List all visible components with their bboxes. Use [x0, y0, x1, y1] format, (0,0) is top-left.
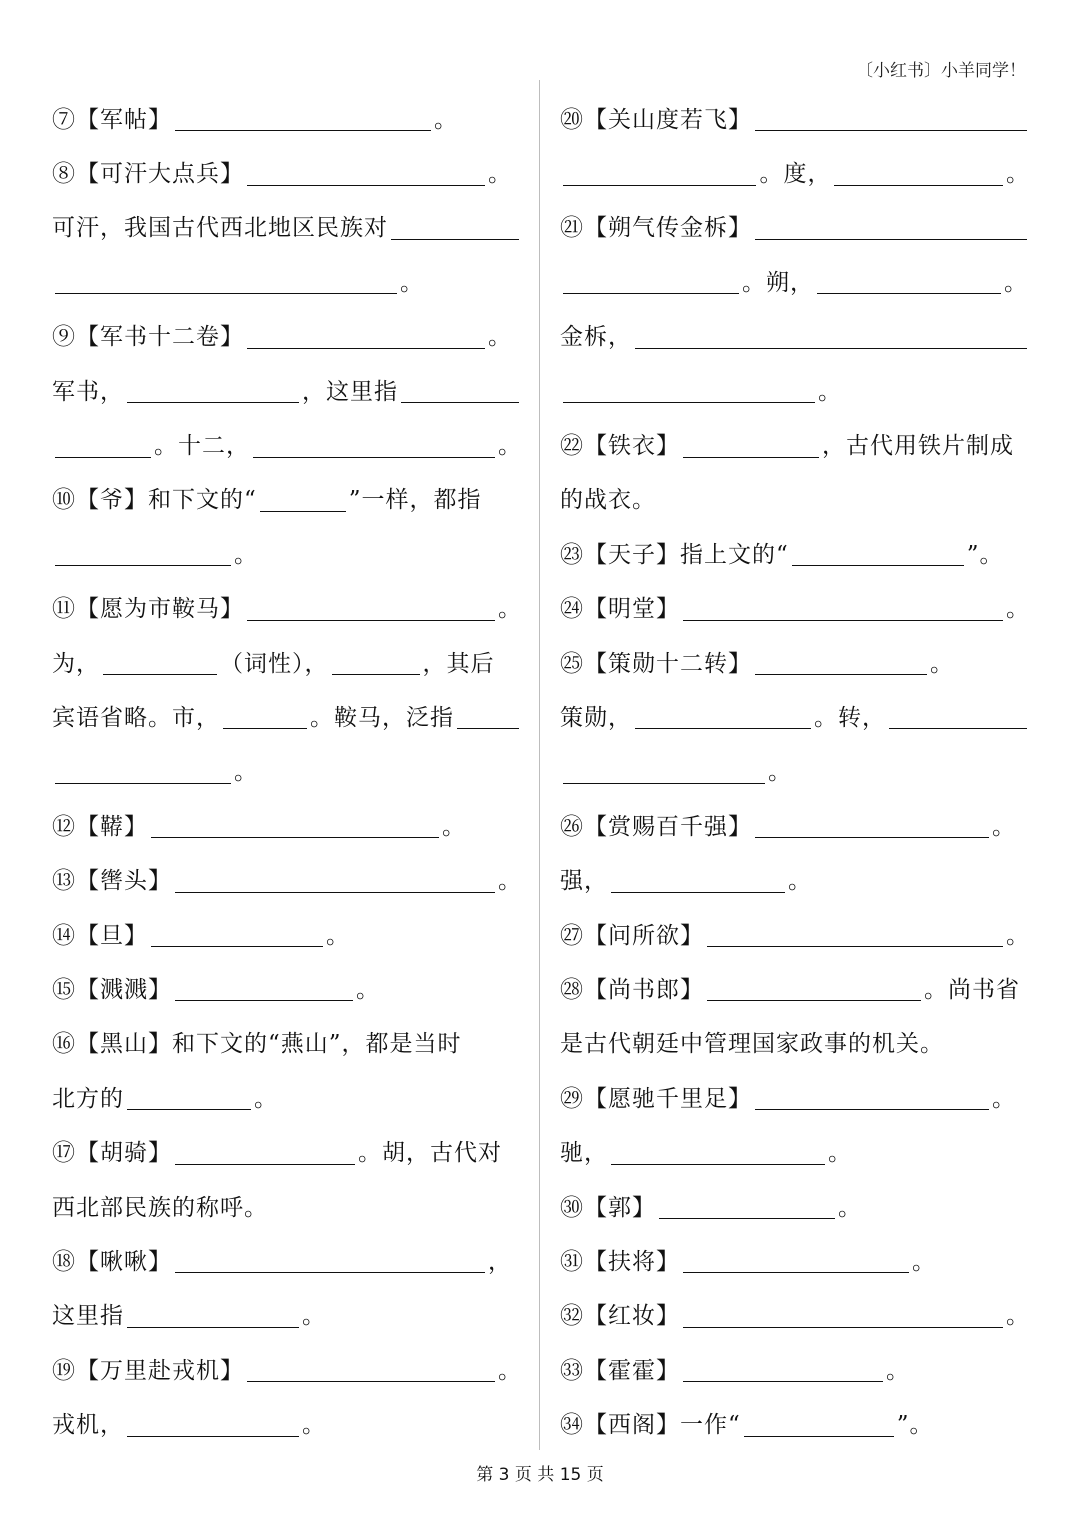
exercise-line [560, 1123, 1030, 1177]
exercise-text: 。 [498, 1357, 522, 1384]
exercise-line [560, 580, 1030, 634]
exercise-line [52, 416, 522, 470]
answer-blank[interactable] [127, 1082, 251, 1110]
exercise-line [560, 851, 1030, 905]
exercise-line [560, 416, 1030, 470]
exercise-text: ⑯【黑山】和下文的“燕山”，都是当时 [52, 1031, 462, 1058]
answer-blank[interactable] [755, 103, 1027, 131]
exercise-text: 。十二， [154, 433, 251, 460]
exercise-text: 。 [912, 1248, 936, 1275]
exercise-line [52, 1178, 522, 1232]
exercise-text: ”。 [966, 541, 1004, 568]
exercise-text: ⑩【爷】和下文的“ [52, 487, 257, 514]
exercise-line [560, 90, 1030, 144]
right-column [560, 90, 1030, 1450]
exercise-text: 。朔， [742, 269, 814, 296]
exercise-text: ㉘【尚书郎】 [560, 976, 704, 1003]
exercise-line [560, 743, 1030, 797]
answer-blank[interactable] [563, 375, 815, 403]
exercise-text: 军书， [52, 378, 124, 405]
exercise-text: 为， [52, 650, 100, 677]
answer-blank[interactable] [635, 321, 1027, 349]
exercise-line [52, 634, 522, 688]
exercise-text: ⑦【军帖】 [52, 106, 172, 133]
answer-blank[interactable] [755, 647, 927, 675]
exercise-text: ㉛【扶将】 [560, 1248, 680, 1275]
exercise-text: ⑰【胡骑】 [52, 1140, 172, 1167]
exercise-text: 。鞍马，泛指 [310, 704, 454, 731]
exercise-text: ”一样，都指 [348, 487, 482, 514]
exercise-line [52, 1123, 522, 1177]
exercise-text: ㉒【铁衣】 [560, 433, 680, 460]
answer-blank[interactable] [635, 701, 811, 729]
answer-blank[interactable] [223, 701, 307, 729]
answer-blank[interactable] [563, 756, 765, 784]
exercise-line [52, 743, 522, 797]
answer-blank[interactable] [175, 865, 495, 893]
exercise-text: ⑱【啾啾】 [52, 1248, 172, 1275]
source-watermark: 〔小红书〕小羊同学！ [856, 61, 1026, 81]
exercise-text: 。 [488, 324, 512, 351]
exercise-text: ⑪【愿为市鞍马】 [52, 596, 244, 623]
exercise-line [52, 1232, 522, 1286]
exercise-text: 。 [828, 1140, 852, 1167]
answer-blank[interactable] [457, 701, 519, 729]
exercise-line [52, 362, 522, 416]
exercise-text: 宾语省略。市， [52, 704, 220, 731]
exercise-line [560, 688, 1030, 742]
answer-blank[interactable] [151, 810, 439, 838]
exercise-text: 。 [302, 1412, 326, 1439]
exercise-text: ⑲【万里赴戎机】 [52, 1357, 244, 1384]
exercise-line [52, 308, 522, 362]
exercise-text: 。 [1006, 596, 1030, 623]
exercise-line [52, 1341, 522, 1395]
answer-blank[interactable] [611, 1137, 825, 1165]
answer-blank[interactable] [755, 1082, 989, 1110]
answer-blank[interactable] [247, 158, 485, 186]
exercise-text: 。 [326, 922, 350, 949]
answer-blank[interactable] [683, 1300, 1003, 1328]
exercise-text: 。 [886, 1357, 910, 1384]
exercise-text: 强， [560, 868, 608, 895]
exercise-line [52, 851, 522, 905]
exercise-line [52, 960, 522, 1014]
exercise-text: 。 [992, 1085, 1016, 1112]
exercise-text: ⑬【辔头】 [52, 868, 172, 895]
answer-blank[interactable] [175, 103, 431, 131]
exercise-text: ⑫【鞯】 [52, 813, 148, 840]
exercise-line [560, 525, 1030, 579]
exercise-text: 。 [1006, 1303, 1030, 1330]
exercise-text: 策勋， [560, 704, 632, 731]
answer-blank[interactable] [247, 321, 485, 349]
exercise-text: 可汗，我国古代西北地区民族对 [52, 215, 388, 242]
exercise-text: 。 [498, 433, 522, 460]
answer-blank[interactable] [391, 212, 519, 240]
answer-blank[interactable] [683, 430, 819, 458]
answer-blank[interactable] [563, 266, 739, 294]
answer-blank[interactable] [707, 973, 921, 1001]
answer-blank[interactable] [683, 1245, 909, 1273]
answer-blank[interactable] [247, 593, 495, 621]
exercise-line [560, 362, 1030, 416]
answer-blank[interactable] [707, 919, 1003, 947]
answer-blank[interactable] [755, 810, 989, 838]
exercise-line [560, 253, 1030, 307]
answer-blank[interactable] [611, 865, 785, 893]
exercise-text: ⑮【溅溅】 [52, 976, 172, 1003]
exercise-text: 。 [788, 868, 812, 895]
exercise-line [560, 797, 1030, 851]
exercise-text: 。 [930, 650, 954, 677]
exercise-text: 驰， [560, 1140, 608, 1167]
exercise-text: ⑨【军书十二卷】 [52, 324, 244, 351]
exercise-text: ⑳【关山度若飞】 [560, 106, 752, 133]
exercise-text: 戎机， [52, 1412, 124, 1439]
answer-blank[interactable] [260, 484, 346, 512]
exercise-line [52, 580, 522, 634]
exercise-text: ，其后 [422, 650, 495, 677]
answer-blank[interactable] [889, 701, 1027, 729]
answer-blank[interactable] [127, 1300, 299, 1328]
exercise-text: 的战衣。 [560, 487, 656, 514]
exercise-text: 。胡，古代对 [358, 1140, 502, 1167]
exercise-text: 。 [234, 759, 258, 786]
answer-blank[interactable] [55, 538, 231, 566]
exercise-text: ㉗【问所欲】 [560, 922, 704, 949]
exercise-line [52, 90, 522, 144]
exercise-line [560, 471, 1030, 525]
answer-blank[interactable] [683, 593, 1003, 621]
answer-blank[interactable] [127, 1409, 299, 1437]
exercise-text: ㉖【赏赐百千强】 [560, 813, 752, 840]
answer-blank[interactable] [332, 647, 420, 675]
exercise-text: ”。 [896, 1412, 934, 1439]
exercise-line [560, 960, 1030, 1014]
exercise-line [52, 1069, 522, 1123]
exercise-text: 。 [356, 976, 380, 1003]
exercise-line [560, 1232, 1030, 1286]
answer-blank[interactable] [563, 158, 756, 186]
exercise-text: 。 [992, 813, 1016, 840]
exercise-text: 。 [818, 378, 842, 405]
exercise-line [560, 1015, 1030, 1069]
exercise-text: ⑭【旦】 [52, 922, 148, 949]
exercise-line [52, 1395, 522, 1449]
exercise-text: 。 [768, 759, 792, 786]
answer-blank[interactable] [175, 973, 353, 1001]
exercise-line [560, 199, 1030, 253]
exercise-text: ，这里指 [302, 378, 398, 405]
page-indicator: 第 3 页 共 15 页 [476, 1465, 604, 1485]
answer-blank[interactable] [127, 375, 299, 403]
answer-blank[interactable] [55, 430, 151, 458]
exercise-text: ㉔【明堂】 [560, 596, 680, 623]
exercise-text: （词性）， [220, 650, 329, 677]
answer-blank[interactable] [151, 919, 323, 947]
exercise-text: 。 [1006, 922, 1030, 949]
exercise-line [560, 1395, 1030, 1449]
answer-blank[interactable] [755, 212, 1027, 240]
exercise-text: ㉙【愿驰千里足】 [560, 1085, 752, 1112]
exercise-text: 。 [442, 813, 466, 840]
answer-blank[interactable] [103, 647, 217, 675]
exercise-line [52, 471, 522, 525]
exercise-line [560, 1069, 1030, 1123]
exercise-text: 金柝， [560, 324, 632, 351]
exercise-line [52, 144, 522, 198]
answer-blank[interactable] [247, 1354, 495, 1382]
exercise-line [560, 906, 1030, 960]
exercise-line [560, 1178, 1030, 1232]
answer-blank[interactable] [834, 158, 1003, 186]
exercise-text: ㉞【西阁】一作“ [560, 1412, 741, 1439]
exercise-text: 。 [434, 106, 458, 133]
exercise-line [560, 1341, 1030, 1395]
answer-blank[interactable] [55, 756, 231, 784]
exercise-text: ， [488, 1248, 512, 1275]
exercise-line [52, 1287, 522, 1341]
answer-blank[interactable] [683, 1354, 883, 1382]
answer-blank[interactable] [744, 1409, 894, 1437]
exercise-text: 。 [1004, 269, 1028, 296]
exercise-text: ㉓【天子】指上文的“ [560, 541, 789, 568]
exercise-text: 西北部民族的称呼。 [52, 1194, 268, 1221]
exercise-text: ⑧【可汗大点兵】 [52, 161, 244, 188]
exercise-text: ，古代用铁片制成 [822, 433, 1014, 460]
exercise-line [52, 199, 522, 253]
left-column [52, 90, 522, 1450]
exercise-text: 。 [488, 161, 512, 188]
exercise-text: 。 [498, 868, 522, 895]
exercise-text: 。 [234, 541, 258, 568]
exercise-line [52, 525, 522, 579]
answer-blank[interactable] [792, 538, 964, 566]
exercise-text: 。 [1006, 161, 1030, 188]
exercise-text: 。 [400, 269, 424, 296]
answer-blank[interactable] [55, 266, 397, 294]
exercise-text: ㉚【郭】 [560, 1194, 656, 1221]
answer-blank[interactable] [175, 1137, 355, 1165]
exercise-text: ㉜【红妆】 [560, 1303, 680, 1330]
exercise-text: 这里指 [52, 1303, 124, 1330]
exercise-line [560, 308, 1030, 362]
exercise-text: 是古代朝廷中管理国家政事的机关。 [560, 1031, 944, 1058]
exercise-text: 。 [498, 596, 522, 623]
answer-blank[interactable] [401, 375, 519, 403]
exercise-text: 。 [838, 1194, 862, 1221]
exercise-text: 。尚书省 [924, 976, 1020, 1003]
exercise-text: 北方的 [52, 1085, 124, 1112]
exercise-text: 。转， [814, 704, 886, 731]
exercise-line [52, 253, 522, 307]
exercise-text: ㉝【霍霍】 [560, 1357, 680, 1384]
exercise-text: ㉑【朔气传金柝】 [560, 215, 752, 242]
exercise-text: 。 [302, 1303, 326, 1330]
exercise-line [52, 906, 522, 960]
exercise-line [52, 688, 522, 742]
exercise-line [560, 634, 1030, 688]
answer-blank[interactable] [253, 430, 495, 458]
exercise-line [52, 797, 522, 851]
column-divider [539, 80, 540, 1450]
exercise-line [560, 144, 1030, 198]
exercise-text: 。 [254, 1085, 278, 1112]
exercise-text: 。度， [759, 161, 832, 188]
exercise-text: ㉕【策勋十二转】 [560, 650, 752, 677]
answer-blank[interactable] [175, 1245, 485, 1273]
answer-blank[interactable] [659, 1191, 835, 1219]
answer-blank[interactable] [817, 266, 1001, 294]
exercise-line [52, 1015, 522, 1069]
exercise-line [560, 1287, 1030, 1341]
